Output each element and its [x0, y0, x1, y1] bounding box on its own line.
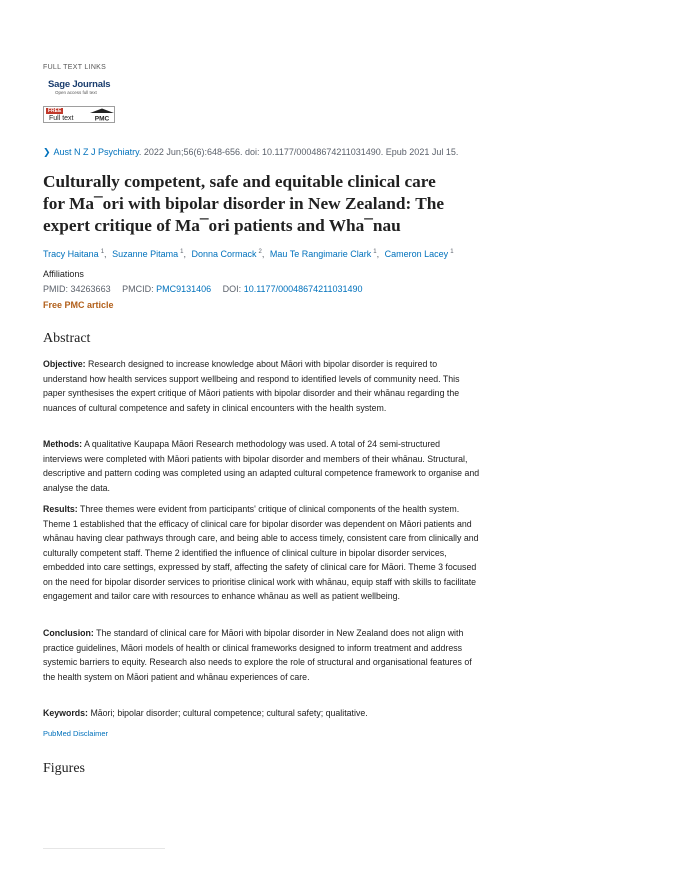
title-line-1: Culturally competent, safe and equitable clinical care — [43, 172, 436, 191]
pmc-full-text-link[interactable] — [43, 106, 115, 123]
author-affiliation-sup[interactable]: 1 — [450, 249, 454, 255]
author-link[interactable]: Suzanne Pitama — [112, 249, 179, 259]
journal-link[interactable]: Aust N Z J Psychiatry — [53, 147, 139, 157]
figures-divider — [43, 848, 165, 849]
abstract-keywords — [43, 706, 481, 721]
author-link[interactable]: Tracy Haitana — [43, 249, 99, 259]
free-label: FREE — [48, 108, 62, 114]
pmid-label: PMID: — [43, 284, 69, 294]
sage-tagline: Open access full text — [55, 90, 97, 95]
objective-text: Research designed to increase knowledge about Māori with bipolar disorder is required to understand how health services support wellbeing and respond to identified levels of community need. This paper synthesises the expert critique of Māori patients with bipolar disorder and their whānau regarding the nuances of cultural competence and safety in clinical encounters with the health system. — [43, 359, 460, 413]
author-affiliation-sup[interactable]: 2 — [258, 249, 262, 255]
objective-label: Objective: — [43, 359, 86, 369]
author-link[interactable]: Donna Cormack — [191, 249, 257, 259]
pubmed-disclaimer-link[interactable]: PubMed Disclaimer — [43, 729, 109, 738]
pmid-value: 34263663 — [70, 284, 111, 294]
abstract-methods — [43, 437, 481, 495]
affiliations-toggle[interactable]: Affiliations — [43, 269, 84, 279]
conclusion-text: The standard of clinical care for Māori with bipolar disorder in New Zealand does not align with practice guidelines, Māori models of health or clinical frameworks designed to inform treatment and address systemic barriers to equity. Research also needs to explore the role of structural and organisational features of the health system on Māori patient and whānau experiences of care. — [43, 628, 472, 682]
citation-line — [43, 147, 458, 158]
keywords-label: Keywords: — [43, 708, 88, 718]
title-line-3: expert critique of Ma¯ori patients and Wha¯nau — [43, 216, 401, 235]
identifiers — [43, 284, 363, 294]
conclusion-label: Conclusion: — [43, 628, 94, 638]
author-link[interactable]: Mau Te Rangimarie Clark — [269, 249, 372, 259]
results-text: Three themes were evident from participants' critique of clinical components of the health system. Theme 1 established that the efficacy of clinical care for bipolar disorder was dependent on Māori patients and whānau having clear pathways through care, and being able to access timely, consistent care from clinically and culturally competent staff. Theme 2 identified the influence of clinical culture in bipolar disorder services, embedded into care settings, expressed by staff, affecting the safety of clinical care for Māori. Theme 3 focused on the need for bipolar disorder services to prioritise clinical work with whānau, equip staff with skills to facilitate engagement and tailor care with resources to enhance whānau as well as patient wellbeing. — [43, 504, 479, 601]
chevron-right-icon[interactable]: ❯ — [43, 147, 51, 157]
author-list: Tracy Haitana $^1$, Suzanne Pitama $^1$, Donna Cormack $^2$, Mau Te Rangimarie Clark $^1$, Cameron Lacey $^1$ — [43, 249, 454, 259]
author-affiliation-sup[interactable]: 1 — [100, 249, 105, 255]
title-line-2: for Ma¯ori with bipolar disorder in New Zealand: The — [43, 194, 445, 213]
pmc-logo — [86, 107, 114, 122]
methods-text: A qualitative Kaupapa Māori Research methodology was used. A total of 24 semi-structured interviews were completed with Māori patients with bipolar disorder and members of their whānau. Structural, descriptive and pattern coding was completed using an adapted cultural competence framework to organise and analyse the data. — [43, 439, 480, 493]
pmcid-link[interactable]: PMC9131406 — [156, 284, 212, 294]
abstract-heading: Abstract — [43, 331, 91, 346]
citation-details: . 2022 Jun;56(6):648-656. doi: 10.1177/00048674211031490. Epub 2021 Jul 15. — [138, 147, 459, 157]
doi-link[interactable]: 10.1177/00048674211031490 — [243, 284, 363, 294]
abstract-results — [43, 502, 481, 604]
author-link[interactable]: Cameron Lacey — [384, 249, 449, 259]
full-text-links-label: FULL TEXT LINKS — [43, 64, 107, 71]
article-title — [43, 171, 483, 237]
pmc-building-icon — [88, 108, 116, 123]
full-text-label: Full text — [49, 115, 74, 122]
author-affiliation-sup[interactable]: 1 — [180, 249, 184, 255]
sage-journals-link[interactable] — [48, 80, 118, 100]
abstract-conclusion — [43, 626, 481, 684]
free-full-text-badge — [44, 107, 86, 122]
pmc-text: PMC — [94, 115, 110, 123]
free-pmc-article-link[interactable]: Free PMC article — [43, 300, 114, 310]
results-label: Results: — [43, 504, 78, 514]
methods-label: Methods: — [43, 439, 83, 449]
keywords-text: Māori; bipolar disorder; cultural competence; cultural safety; qualitative. — [90, 708, 368, 718]
figures-heading: Figures — [43, 761, 85, 776]
sage-journals-logo: Sage Journals — [48, 79, 111, 90]
pmcid-label: PMCID: — [122, 284, 154, 294]
author-affiliation-sup[interactable]: 1 — [373, 249, 377, 255]
doi-label: DOI: — [222, 284, 242, 294]
abstract-objective — [43, 357, 481, 415]
